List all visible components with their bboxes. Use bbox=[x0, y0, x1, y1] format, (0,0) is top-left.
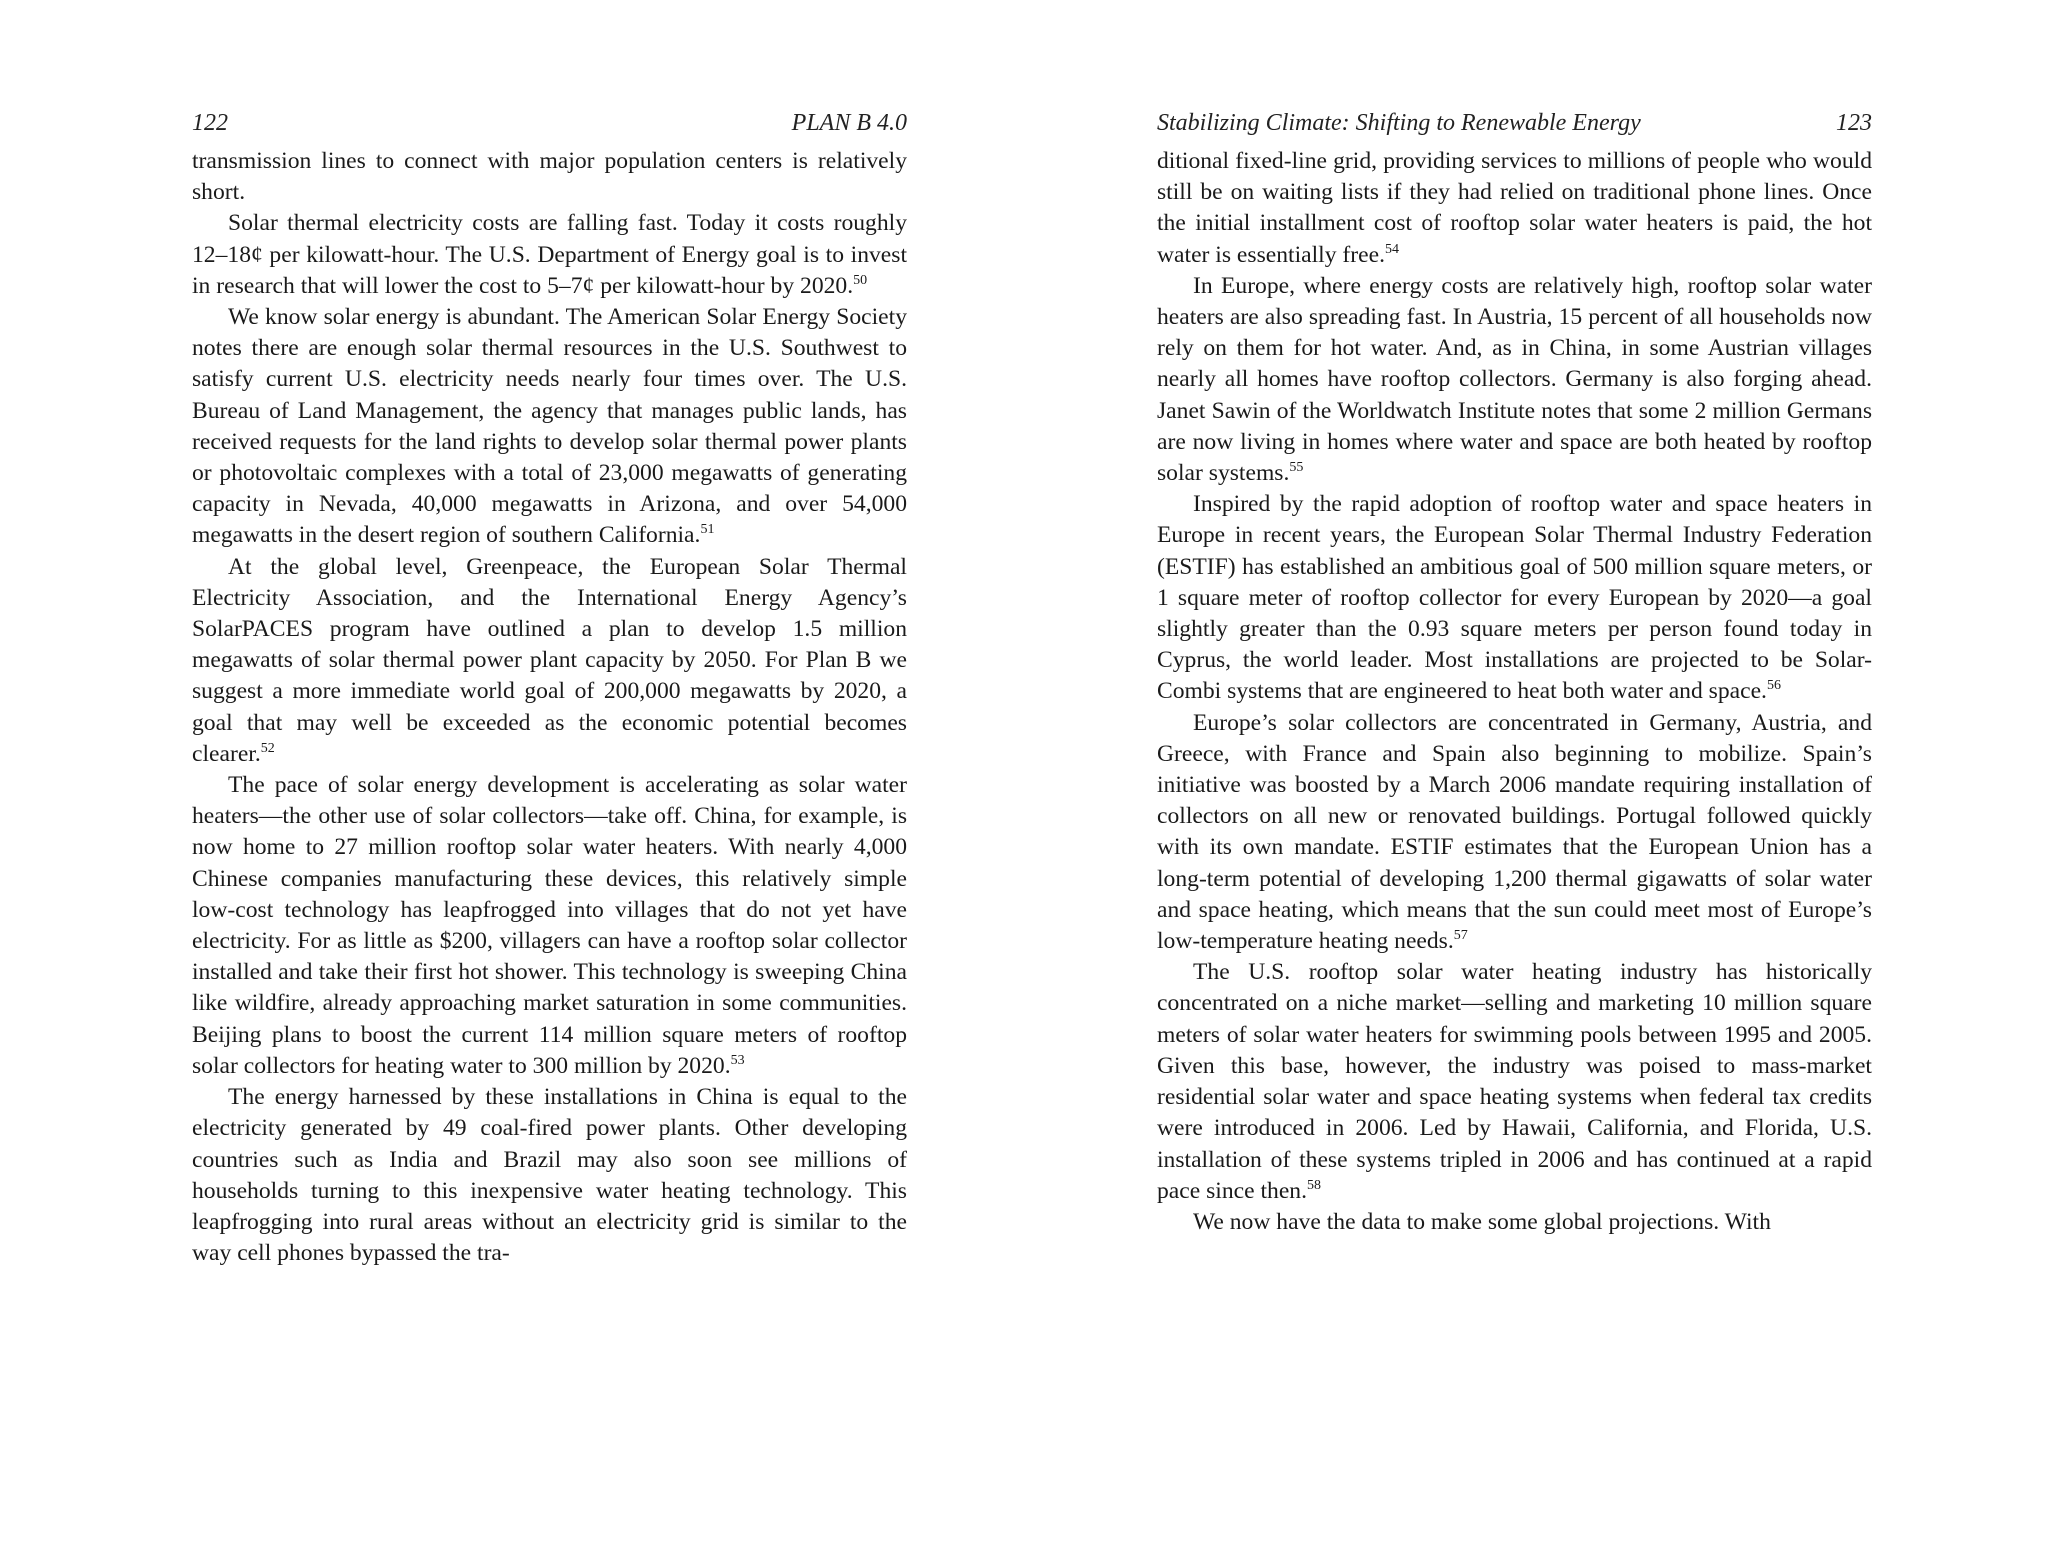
right-page bbox=[1157, 110, 1872, 1238]
paragraph-text: At the global level, Greenpeace, the European Solar Thermal Electricity Association, and the International Energy Agency’s SolarPACES program have outlined a plan to develop 1.5 million megawatts of solar thermal power plant capacity by 2050. For Plan B we suggest a more immediate world goal of 200,000 megawatts by 2020, a goal that may well be exceeded as the economic potential becomes clearer. bbox=[192, 553, 907, 767]
paragraph bbox=[192, 146, 907, 208]
paragraph-text: The pace of solar energy development is accelerating as solar water heaters—the other use of solar collectors—take off. China, for example, is now home to 27 million rooftop solar water heaters. With nearly 4,000 Chinese companies manufacturing these devices, this relatively simple low-cost technology has leapfrogged into villages that do not yet have electricity. For as little as $200, villagers can have a rooftop solar collector installed and take their first hot shower. This technology is sweeping China like wildfire, already approaching market saturation in some communities. Beijing plans to boost the current 114 million square meters of rooftop solar collectors for heating water to 300 million by 2020. bbox=[192, 772, 907, 1079]
paragraph bbox=[192, 770, 907, 1082]
paragraph bbox=[1157, 489, 1872, 707]
paragraph-text: The energy harnessed by these installations in China is equal to the electricity generated by 49 coal-fired power plants. Other developing countries such as India and Brazil may also soon see millions of households turning to this inexpensive water heating technology. This leapfrogging into rural areas without an electricity grid is similar to the way cell phones bypassed the tra- bbox=[192, 1084, 907, 1267]
footnote-ref: 57 bbox=[1453, 928, 1468, 944]
footnote-ref: 54 bbox=[1384, 241, 1399, 257]
page-number: 122 bbox=[192, 110, 228, 136]
footnote-ref: 56 bbox=[1766, 678, 1781, 694]
paragraph-text: ditional fixed-line grid, providing services to millions of people who would still be on waiting lists if they had relied on traditional phone lines. Once the initial installment cost of rooftop solar water heaters is paid, the hot water is essentially free. bbox=[1157, 148, 1872, 268]
paragraph bbox=[192, 552, 907, 770]
paragraph-text: Inspired by the rapid adoption of rooftop water and space heaters in Europe in recent years, the European Solar Thermal Industry Federation (ESTIF) has established an ambitious goal of 500 million square meters, or 1 square meter of rooftop collector for every European by 2020—a goal slightly greater than the 0.93 square meters per person found today in Cyprus, the world leader. Most installations are projected to be Solar-Combi systems that are engineered to heat both water and space. bbox=[1157, 491, 1872, 705]
footnote-ref: 50 bbox=[853, 272, 868, 288]
left-page-body bbox=[192, 146, 907, 1269]
footnote-ref: 52 bbox=[260, 740, 275, 756]
footnote-ref: 58 bbox=[1307, 1177, 1322, 1193]
paragraph bbox=[192, 1082, 907, 1269]
paragraph-text: We now have the data to make some global projections. With bbox=[1193, 1208, 1771, 1235]
running-head: Stabilizing Climate: Shifting to Renewable Energy bbox=[1157, 110, 1641, 136]
right-page-header bbox=[1157, 110, 1872, 146]
left-page bbox=[192, 110, 907, 1269]
paragraph bbox=[1157, 271, 1872, 489]
paragraph bbox=[192, 208, 907, 302]
paragraph-text: We know solar energy is abundant. The American Solar Energy Society notes there are enough solar thermal resources in the U.S. Southwest to satisfy current U.S. electricity needs nearly four times over. The U.S. Bureau of Land Management, the agency that manages public lands, has received requests for the land rights to develop solar thermal power plants or photovoltaic complexes with a total of 23,000 megawatts of generating capacity in Nevada, 40,000 megawatts in Arizona, and over 54,000 megawatts in the desert region of southern California. bbox=[192, 304, 907, 549]
running-head: PLAN B 4.0 bbox=[791, 110, 907, 136]
paragraph-text: transmission lines to connect with major population centers is relatively short. bbox=[192, 148, 907, 206]
paragraph-text: Solar thermal electricity costs are falling fast. Today it costs roughly 12–18¢ per kilowatt-hour. The U.S. Department of Energy goal is to invest in research that will lower the cost to 5–7¢ per kilowatt-hour by 2020. bbox=[192, 210, 907, 299]
paragraph bbox=[192, 302, 907, 552]
left-page-header bbox=[192, 110, 907, 146]
paragraph-text: In Europe, where energy costs are relatively high, rooftop solar water heaters are also spreading fast. In Austria, 15 percent of all households now rely on them for hot water. And, as in China, in some Austrian villages nearly all homes have rooftop collectors. Germany is also forging ahead. Janet Sawin of the Worldwatch Institute notes that some 2 million Germans are now living in homes where water and space are both heated by rooftop solar systems. bbox=[1157, 272, 1872, 487]
footnote-ref: 51 bbox=[700, 522, 715, 538]
footnote-ref: 55 bbox=[1289, 460, 1304, 476]
paragraph-text: Europe’s solar collectors are concentrated in Germany, Austria, and Greece, with France and Spain also beginning to mobilize. Spain’s initiative was boosted by a March 2006 mandate requiring installation of collectors on all new or renovated buildings. Portugal followed quickly with its own mandate. ESTIF estimates that the European Union has a long-term potential of developing 1,200 thermal gigawatts of solar water and space heating, which means that the sun could meet most of Europe’s low-temperature heating needs. bbox=[1157, 709, 1872, 955]
paragraph-text: The U.S. rooftop solar water heating industry has historically concentrated on a niche market—selling and marketing 10 million square meters of solar water heaters for swimming pools between 1995 and 2005. Given this base, however, the industry was poised to mass-market residential solar water and space heating systems when federal tax credits were introduced in 2006. Led by Hawaii, California, and Florida, U.S. installation of these systems tripled in 2006 and has continued at a rapid pace since then. bbox=[1157, 959, 1872, 1204]
paragraph bbox=[1157, 146, 1872, 271]
right-page-body bbox=[1157, 146, 1872, 1238]
page-number: 123 bbox=[1836, 110, 1872, 136]
paragraph bbox=[1157, 708, 1872, 958]
paragraph bbox=[1157, 957, 1872, 1207]
footnote-ref: 53 bbox=[730, 1052, 745, 1068]
paragraph bbox=[1157, 1207, 1872, 1238]
